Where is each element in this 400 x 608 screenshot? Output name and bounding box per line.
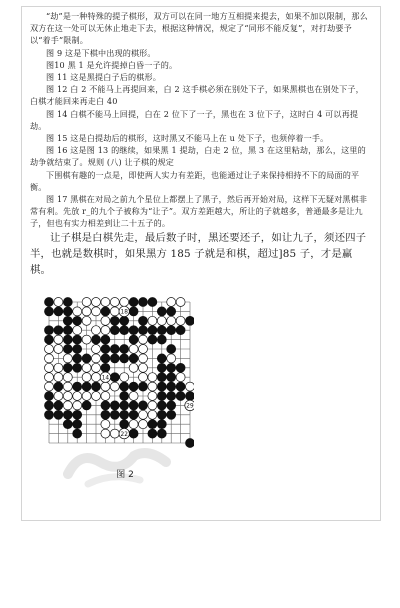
black-stone (167, 307, 176, 316)
black-stone (73, 420, 82, 429)
black-stone (157, 363, 166, 372)
white-stone (63, 392, 72, 401)
black-stone (54, 307, 63, 316)
black-stone (157, 429, 166, 438)
black-stone (110, 345, 119, 354)
black-stone (101, 307, 110, 316)
white-stone (82, 373, 91, 382)
black-stone (54, 326, 63, 335)
black-stone (139, 326, 148, 335)
black-stone (120, 345, 129, 354)
white-stone (129, 420, 138, 429)
black-stone (167, 345, 176, 354)
black-stone (73, 410, 82, 419)
white-stone (176, 298, 185, 307)
black-stone (92, 382, 101, 391)
white-stone (92, 307, 101, 316)
move-number-label: 29 (186, 403, 194, 410)
go-board-figure (44, 297, 194, 451)
black-stone (176, 326, 185, 335)
black-stone (63, 335, 72, 344)
white-stone (63, 401, 72, 410)
white-stone (54, 345, 63, 354)
paragraph-fig14: 图 14 白棋不能马上回提，白在 2 位下了一子，黑也在 3 位下子，这时白 4 可以再提劫。 (30, 108, 359, 131)
move-number-label: 18 (120, 309, 128, 316)
white-stone (101, 429, 110, 438)
black-stone (148, 298, 157, 307)
white-stone (73, 401, 82, 410)
black-stone (167, 382, 176, 391)
white-stone (63, 354, 72, 363)
paragraph-fig17: 图 17 黑棋在对局之前九个星位上都摆上了黑子，然后再开始对局，这样下无疑对黑棋非常有利。先放 r_的九个子被称为“让子”。双方差距越大，所让的子就越多，普通最多是让九子，但也有实力相差到让二十五子的。 (30, 194, 368, 229)
black-stone (120, 316, 129, 325)
black-stone (129, 382, 138, 391)
black-stone (45, 335, 54, 344)
white-stone (157, 316, 166, 325)
white-stone (176, 316, 185, 325)
black-stone (45, 307, 54, 316)
white-stone (148, 382, 157, 391)
paragraph-fig11: 图 11 这是黑提白子后的棋形。 (46, 72, 161, 83)
black-stone (73, 345, 82, 354)
black-stone (167, 392, 176, 401)
black-stone (45, 392, 54, 401)
white-stone (63, 382, 72, 391)
white-stone (92, 354, 101, 363)
black-stone (54, 410, 63, 419)
black-stone (139, 298, 148, 307)
white-stone (101, 316, 110, 325)
black-stone (129, 429, 138, 438)
black-stone (157, 335, 166, 344)
black-stone (129, 401, 138, 410)
paragraph-handicap-counting: 让子棋是白棋先走，最后数子时，黑还要还子，如让九子，须还四子半，也就是数棋时，如果黑方 185 子就是和棋，超过]85 子，才是赢棋。 (30, 231, 367, 276)
white-stone (92, 326, 101, 335)
white-stone (82, 392, 91, 401)
black-stone (45, 401, 54, 410)
black-stone (157, 392, 166, 401)
black-stone (63, 420, 72, 429)
white-stone (139, 410, 148, 419)
black-stone (120, 326, 129, 335)
white-stone (101, 392, 110, 401)
white-stone (101, 326, 110, 335)
white-stone (54, 363, 63, 372)
move-number-label: 22 (120, 431, 128, 438)
black-stone (73, 354, 82, 363)
black-stone (73, 429, 82, 438)
black-stone (167, 373, 176, 382)
black-stone (148, 429, 157, 438)
black-stone (129, 335, 138, 344)
black-stone (110, 326, 119, 335)
white-stone (110, 429, 119, 438)
white-stone (92, 298, 101, 307)
black-stone (110, 354, 119, 363)
white-stone (92, 345, 101, 354)
white-stone (148, 316, 157, 325)
white-stone (45, 363, 54, 372)
black-stone (120, 392, 129, 401)
black-stone (101, 335, 110, 344)
white-stone (186, 382, 195, 391)
black-stone (101, 354, 110, 363)
white-stone (129, 345, 138, 354)
black-stone (63, 298, 72, 307)
black-stone (129, 326, 138, 335)
move-number-label: 14 (101, 375, 110, 382)
white-stone (139, 345, 148, 354)
black-stone (63, 307, 72, 316)
white-stone (82, 307, 91, 316)
black-stone (120, 410, 129, 419)
white-stone (139, 420, 148, 429)
black-stone (157, 326, 166, 335)
white-stone (45, 382, 54, 391)
white-stone (73, 392, 82, 401)
white-stone (129, 392, 138, 401)
paragraph-fig9: 图 9 这是下棋中出现的棋形。 (46, 47, 156, 58)
black-stone (120, 401, 129, 410)
black-stone (101, 345, 110, 354)
black-stone (167, 401, 176, 410)
white-stone (148, 410, 157, 419)
white-stone (82, 335, 91, 344)
black-stone (63, 316, 72, 325)
white-stone (92, 392, 101, 401)
black-stone (92, 335, 101, 344)
black-stone (176, 363, 185, 372)
white-stone (92, 373, 101, 382)
black-stone (110, 401, 119, 410)
paragraph-fig12: 图 12 白 2 不能马上再提回来，白 2 这手棋必须在别处下子，如果黑棋也在别处下子，白棋才能回来再走白 40 (30, 84, 364, 107)
white-stone (148, 373, 157, 382)
black-stone (157, 401, 166, 410)
paragraph-fig10: 图10 黑 1 是允许提掉白昏一子的。 (46, 59, 178, 70)
white-stone (110, 307, 119, 316)
go-board (44, 297, 194, 451)
black-stone (63, 410, 72, 419)
white-stone (139, 335, 148, 344)
black-stone (54, 401, 63, 410)
black-stone (63, 363, 72, 372)
black-stone (73, 382, 82, 391)
black-stone (129, 410, 138, 419)
black-stone (157, 307, 166, 316)
white-stone (92, 363, 101, 372)
paragraph-fig15: 图 15 这是白提劫后的棋形，这时黑又不能马上在 u 处下子，也须停着一手。 (46, 133, 329, 144)
black-stone (63, 326, 72, 335)
black-stone (139, 382, 148, 391)
black-stone (148, 420, 157, 429)
white-stone (167, 354, 176, 363)
black-stone (82, 354, 91, 363)
white-stone (54, 392, 63, 401)
black-stone (82, 382, 91, 391)
paragraph-handicap-intro: 下围棋有趣的一点是，即使两人实力有差距，也能通过让子来保持相持不下的局面的平衡。 (30, 169, 360, 192)
black-stone (186, 316, 195, 325)
white-stone (129, 363, 138, 372)
black-stone (120, 382, 129, 391)
black-stone (82, 401, 91, 410)
black-stone (157, 420, 166, 429)
white-stone (120, 373, 129, 382)
white-stone (63, 373, 72, 382)
black-stone (176, 382, 185, 391)
black-stone (45, 410, 54, 419)
white-stone (45, 354, 54, 363)
black-stone (167, 363, 176, 372)
black-stone (73, 363, 82, 372)
white-stone (54, 335, 63, 344)
black-stone (120, 420, 129, 429)
black-stone (110, 373, 119, 382)
white-stone (101, 382, 110, 391)
black-stone (167, 326, 176, 335)
white-stone (54, 298, 63, 307)
black-stone (148, 326, 157, 335)
white-stone (176, 373, 185, 382)
black-stone (129, 298, 138, 307)
white-stone (167, 298, 176, 307)
white-stone (101, 298, 110, 307)
black-stone (157, 382, 166, 391)
white-stone (45, 373, 54, 382)
black-stone (73, 316, 82, 325)
white-stone (139, 354, 148, 363)
black-stone (176, 392, 185, 401)
black-stone (101, 363, 110, 372)
black-stone (157, 354, 166, 363)
white-stone (73, 326, 82, 335)
white-stone (45, 345, 54, 354)
white-stone (82, 298, 91, 307)
white-stone (148, 401, 157, 410)
white-stone (82, 363, 91, 372)
black-stone (167, 410, 176, 419)
white-stone (110, 298, 119, 307)
white-stone (110, 382, 119, 391)
black-stone (110, 316, 119, 325)
black-stone (45, 298, 54, 307)
black-stone (186, 439, 195, 448)
black-stone (139, 316, 148, 325)
paragraph-fig16: 图 16 这是图 13 的继续，如果黑 1 提劫，白走 2 位，黑 3 在这里粘劫，那么，这里的劫争就结束了。规则 (八) 让子棋的规定 (30, 145, 366, 168)
black-stone (73, 335, 82, 344)
black-stone (110, 410, 119, 419)
black-stone (63, 345, 72, 354)
black-stone (101, 401, 110, 410)
white-stone (139, 363, 148, 372)
white-stone (101, 420, 110, 429)
white-stone (73, 307, 82, 316)
paragraph-ko-intro: “劫”是一种特殊的提子棋形，双方可以在同一地方互相提来提去，如果不加以限制，那么双方在这一处可以无休止地走下去，根据这种情况，规定了“同形不能反复”，对打劫要予以“着手”限制。 (30, 11, 368, 46)
black-stone (129, 307, 138, 316)
white-stone (167, 316, 176, 325)
black-stone (139, 401, 148, 410)
black-stone (129, 354, 138, 363)
black-stone (186, 392, 195, 401)
black-stone (45, 326, 54, 335)
white-stone (120, 298, 129, 307)
black-stone (157, 410, 166, 419)
figure-caption: 图 2 (116, 470, 134, 480)
white-stone (54, 373, 63, 382)
black-stone (148, 335, 157, 344)
white-stone (148, 392, 157, 401)
black-stone (157, 373, 166, 382)
white-stone (139, 373, 148, 382)
black-stone (101, 410, 110, 419)
white-stone (82, 316, 91, 325)
black-stone (54, 382, 63, 391)
article-text (30, 10, 368, 278)
black-stone (120, 354, 129, 363)
